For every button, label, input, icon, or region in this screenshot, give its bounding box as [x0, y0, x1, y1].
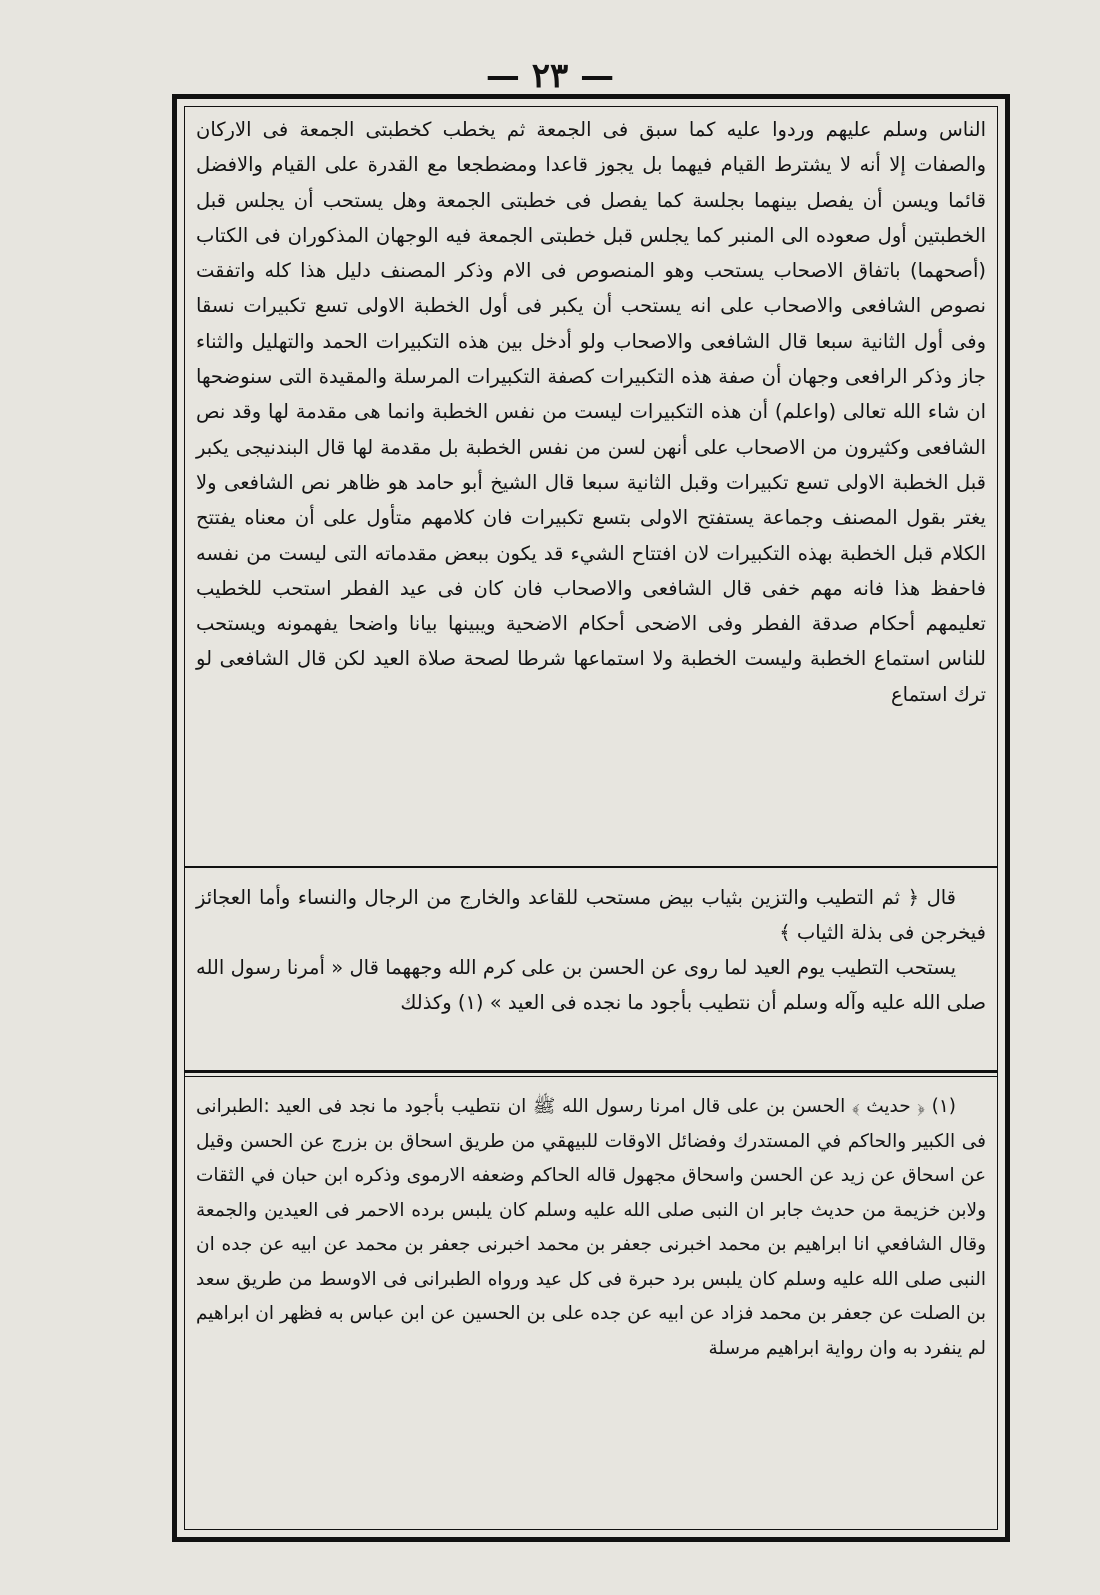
footnote-text: (١) ﴿ حديث ﴾ الحسن بن على قال امرنا رسول الله ﷺ ان نتطيب بأجود ما نجد فى العيد :الطبرانى فى الكبير والحاكم في المستدرك وفضائل الاوقات للبيهقي من طريق اسحاق بن بزرج عن الحسن وقيل عن اسحاق عن زيد عن الحسن واسحاق مجهول قاله الحاكم وضعفه الارموى وذكره ابن حبان في الثقات ولابن خزيمة من حديث جابر ان النبى صلى الله عليه وسلم كان يلبس برده الاحمر فى العيدين والجمعة وقال الشافعي انا ابراهيم بن محمد اخبرنى جعفر بن محمد اخبرنى جعفر بن محمد عن ابيه عن جده ان النبى صلى الله عليه وسلم كان يلبس برد حبرة فى كل عيد ورواه الطبرانى فى الاوسط من طريق سعد بن الصلت عن جعفر بن محمد فزاد عن ابيه عن جده على بن الحسين عن ابن عباس به فظهر ان ابراهيم لم ينفرد به وان رواية ابراهيم مرسلة [196, 1096, 986, 1359]
footnote [196, 1090, 986, 1366]
matn-quote: قال ﴿ ثم التطيب والتزين بثياب بيض مستحب للقاعد والخارج من الرجال والنساء وأما العجائز فيخرجن فى بذلة الثياب ﴾ [196, 886, 986, 944]
footnote-divider-thin [184, 1076, 998, 1077]
commentary-text [196, 112, 986, 712]
matn-commentary: يستحب التطيب يوم العيد لما روى عن الحسن بن على كرم الله وجههما قال « أمرنا رسول الله صلى الله عليه وآله وسلم أن نتطيب بأجود ما نجده فى العيد » (١) وكذلك [196, 956, 986, 1014]
footnote-divider-thick [184, 1070, 998, 1073]
page-number: — ٢٣ — [485, 56, 615, 96]
divider-rule [184, 866, 998, 868]
matn-section [196, 880, 986, 1020]
commentary-paragraph: الناس وسلم عليهم وردوا عليه كما سبق فى الجمعة ثم يخطب كخطبتى الجمعة فى الاركان والصفات إلا أنه لا يشترط القيام فيهما بل يجوز قاعدا ومضطجعا مع القدرة على القيام والافضل قائما ويسن أن يفصل بينهما بجلسة كما يفصل فى خطبتى الجمعة وهل يستحب أن يجلس قبل الخطبتين أول صعوده الى المنبر كما يجلس قبل خطبتى الجمعة فيه الوجهان المذكوران فى الكتاب (أصحهما) باتفاق الاصحاب يستحب وهو المنصوص فى الام وذكر المصنف دليل هذا كله واتفقت نصوص الشافعى والاصحاب على انه يستحب أن يكبر فى أول الخطبة الاولى تسع تكبيرات نسقا وفى أول الثانية سبعا قال الشافعى والاصحاب ولو أدخل بين هذه التكبيرات الحمد والتهليل والثناء جاز وذكر الرافعى وجهان أن صفة هذه التكبيرات كصفة التكبيرات المرسلة والمقيدة التى سنوضحها ان شاء الله تعالى (واعلم) أن هذه التكبيرات ليست من نفس الخطبة وانما هى مقدمة لها وقد نص الشافعى وكثيرون من الاصحاب على أنهن لسن من نفس الخطبة بل مقدمة لها قال البندنيجى يكبر قبل الخطبة الاولى تسع تكبيرات وقبل الثانية سبعا قال الشيخ أبو حامد هو ظاهر نص الشافعى ولا يغتر بقول المصنف وجماعة يستفتح الاولى بتسع تكبيرات فان كلامهم متأول على أن معناه يفتتح الكلام قبل الخطبة بهذه التكبيرات لان افتتاح الشيء قد يكون ببعض مقدماته التى ليست من نفسه فاحفظ هذا فانه مهم خفى قال الشافعى والاصحاب فان كان فى عيد الفطر استحب للخطيب تعليمهم أحكام صدقة الفطر وفى الاضحى أحكام الاضحية ويبينها بيانا واضحا يفهمونه ويستحب للناس استماع الخطبة وليست الخطبة ولا استماعها شرطا لصحة صلاة العيد لكن قال الشافعى لو ترك استماع [196, 118, 986, 706]
